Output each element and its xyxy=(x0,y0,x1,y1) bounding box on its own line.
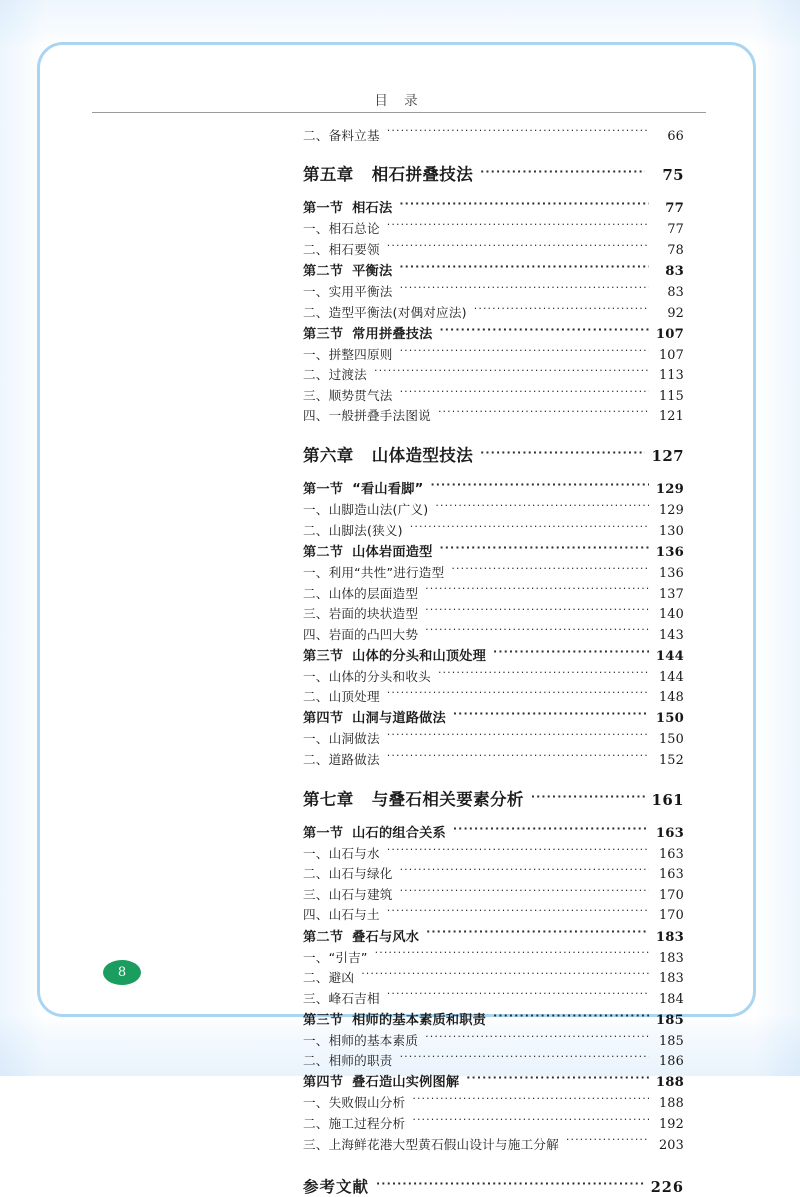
toc-entry-title xyxy=(303,305,467,320)
toc-entry-label: 一般拼叠手法图说 xyxy=(328,408,431,424)
toc-entry-title xyxy=(303,826,446,842)
toc-entry-label: 叠石与风水 xyxy=(352,929,420,945)
toc-entry-title xyxy=(303,711,446,727)
toc-entry-item[interactable] xyxy=(303,886,684,903)
toc-entry-number: 三、 xyxy=(303,886,329,902)
dot-leader xyxy=(566,1136,649,1149)
toc-entry-page-number: 226 xyxy=(650,1179,684,1197)
toc-entry-title xyxy=(303,1137,559,1152)
toc-entry-item[interactable] xyxy=(303,605,684,622)
dot-leader xyxy=(412,1115,649,1128)
toc-entry-label: 山洞与道路做法 xyxy=(352,711,446,727)
toc-entry-page-number: 113 xyxy=(658,368,684,384)
toc-entry-item[interactable] xyxy=(303,127,684,144)
toc-entry-page-number: 186 xyxy=(658,1054,684,1070)
toc-entry-item[interactable] xyxy=(303,284,684,301)
toc-entry-label: 失败假山分析 xyxy=(328,1095,406,1111)
toc-entry-section[interactable] xyxy=(303,480,684,498)
toc-entry-number: 第四节 xyxy=(303,1075,344,1091)
toc-entry-label: 叠石造山实例图解 xyxy=(352,1075,460,1091)
toc-entry-number: 一、 xyxy=(303,845,329,861)
toc-entry-number: 第二节 xyxy=(303,264,344,280)
toc-entry-label: 常用拼叠技法 xyxy=(352,326,433,342)
toc-entry-item[interactable] xyxy=(303,387,684,404)
toc-entry-page-number: 183 xyxy=(658,971,684,987)
toc-entry-label: 山体的分头和山顶处理 xyxy=(352,648,487,664)
toc-entry-label: 施工过程分析 xyxy=(328,1115,406,1131)
toc-entry-label: 过渡法 xyxy=(328,367,367,383)
toc-entry-section[interactable] xyxy=(303,709,684,727)
toc-entry-label: 山脚造山法(广义) xyxy=(328,502,429,518)
toc-entry-title xyxy=(303,752,380,767)
toc-entry-label: 备料立基 xyxy=(328,127,380,143)
toc-entry-title xyxy=(303,388,393,403)
toc-entry-item[interactable] xyxy=(303,949,684,966)
toc-entry-number: 第七章 xyxy=(303,789,354,809)
toc-entry-title xyxy=(303,907,380,922)
toc-entry-page-number: 183 xyxy=(658,950,684,966)
toc-entry-page-number: 136 xyxy=(658,565,684,581)
dot-leader xyxy=(410,522,649,535)
toc-entry-title xyxy=(303,408,431,423)
toc-entry-page-number: 152 xyxy=(658,752,684,768)
toc-entry-number: 二、 xyxy=(303,970,329,986)
toc-entry-label: 山石与绿化 xyxy=(328,866,393,882)
dot-leader xyxy=(425,1032,649,1045)
toc-entry-label: 岩面的凸凹大势 xyxy=(328,626,419,642)
toc-entry-title xyxy=(303,523,403,538)
toc-entry-number: 第六章 xyxy=(303,446,354,466)
toc-entry-number: 一、 xyxy=(303,284,329,300)
toc-entry-number: 二、 xyxy=(303,127,329,143)
toc-entry-title xyxy=(303,950,368,965)
toc-entry-page-number: 66 xyxy=(667,128,684,144)
dot-leader xyxy=(435,502,649,515)
toc-entry-title xyxy=(303,930,419,946)
toc-entry-label: 平衡法 xyxy=(352,264,393,280)
dot-leader xyxy=(453,824,649,837)
toc-entry-label: 道路做法 xyxy=(328,751,380,767)
toc-entry-page-number: 78 xyxy=(667,242,684,258)
toc-entry-number: 第一节 xyxy=(303,201,344,217)
dot-leader xyxy=(425,585,649,598)
toc-entry-label: 相石拼叠技法 xyxy=(371,165,474,185)
toc-entry-label: 山体岩面造型 xyxy=(352,544,433,560)
toc-entry-chapter[interactable] xyxy=(303,445,684,466)
toc-entry-page-number: 203 xyxy=(658,1137,684,1153)
toc-entry-label: 与叠石相关要素分析 xyxy=(371,789,524,809)
toc-entry-number: 二、 xyxy=(303,866,329,882)
toc-entry-page-number: 92 xyxy=(667,305,684,321)
toc-entry-item[interactable] xyxy=(303,907,684,924)
toc-entry-item[interactable] xyxy=(303,689,684,706)
toc-entry-title xyxy=(303,846,380,861)
toc-entry-label: “引吉” xyxy=(328,949,368,965)
toc-entry-page-number: 183 xyxy=(655,929,684,945)
toc-entry-title xyxy=(303,165,473,185)
toc-entry-page-number: 130 xyxy=(658,523,684,539)
toc-entry-page-number: 127 xyxy=(651,447,684,466)
toc-entry-title xyxy=(303,606,418,621)
toc-entry-label: 山顶处理 xyxy=(328,689,380,705)
toc-entry-page-number: 150 xyxy=(655,711,684,727)
toc-entry-title xyxy=(303,627,418,642)
toc-entry-label: 山体造型技法 xyxy=(371,446,474,466)
toc-entry-number: 四、 xyxy=(303,626,329,642)
toc-entry-page-number: 144 xyxy=(655,648,684,664)
toc-entry-page-number: 129 xyxy=(655,482,684,498)
dot-leader xyxy=(426,927,649,940)
toc-entry-title xyxy=(303,128,380,143)
toc-entry-label: 岩面的块状造型 xyxy=(328,606,419,622)
toc-entry-title xyxy=(303,446,473,466)
toc-entry-label: 山体的层面造型 xyxy=(328,585,419,601)
toc-entry-page-number: 185 xyxy=(655,1012,684,1028)
toc-entry-section[interactable] xyxy=(303,824,684,842)
toc-entry-section[interactable] xyxy=(303,543,684,561)
toc-entry-title xyxy=(303,1116,405,1131)
dot-leader xyxy=(374,367,649,380)
dot-leader xyxy=(493,1011,649,1024)
toc-entry-number: 第三节 xyxy=(303,326,344,342)
toc-entry-page-number: 161 xyxy=(651,790,684,809)
dot-leader xyxy=(400,346,649,359)
toc-entry-title xyxy=(303,731,380,746)
toc-entry-title xyxy=(303,264,392,280)
toc-entry-label: 相师的职责 xyxy=(328,1053,393,1069)
toc-entry-number: 二、 xyxy=(303,1053,329,1069)
toc-entry-number: 三、 xyxy=(303,387,329,403)
toc-entry-title xyxy=(303,545,433,561)
toc-entry-number: 一、 xyxy=(303,564,329,580)
toc-entry-item[interactable] xyxy=(303,564,684,581)
toc-entry-number: 第三节 xyxy=(303,1012,344,1028)
toc-entry-item[interactable] xyxy=(303,502,684,519)
toc-entry-title xyxy=(303,502,428,517)
dot-leader xyxy=(480,164,645,181)
toc-entry-number: 一、 xyxy=(303,346,329,362)
toc-entry-title xyxy=(303,1013,486,1029)
toc-entry-label: 相师的基本素质 xyxy=(328,1032,419,1048)
dot-leader xyxy=(400,1053,649,1066)
toc-entry-number: 一、 xyxy=(303,949,329,965)
toc-entry-section[interactable] xyxy=(303,927,684,945)
dot-leader xyxy=(430,480,649,493)
toc-entry-item[interactable] xyxy=(303,1053,684,1070)
toc-entry-label: 山洞做法 xyxy=(328,731,380,747)
toc-entry-number: 二、 xyxy=(303,304,329,320)
toc-entry-item[interactable] xyxy=(303,346,684,363)
toc-entry-label: 山石的组合关系 xyxy=(352,825,446,841)
dot-leader xyxy=(387,990,649,1003)
toc-entry-number: 一、 xyxy=(303,668,329,684)
page-number-badge: 8 xyxy=(103,960,141,985)
toc-entry-item[interactable] xyxy=(303,845,684,862)
toc-entry-item[interactable] xyxy=(303,969,684,986)
toc-entry-title xyxy=(303,689,380,704)
toc-entry-number: 第一节 xyxy=(303,482,344,498)
toc-entry-label: 峰石吉相 xyxy=(328,990,380,1006)
toc-entry-label: 相师的基本素质和职责 xyxy=(352,1012,487,1028)
toc-entry-page-number: 184 xyxy=(658,991,684,1007)
toc-entry-section[interactable] xyxy=(303,647,684,665)
toc-entry-page-number: 185 xyxy=(658,1033,684,1049)
toc-entry-label: 相石法 xyxy=(352,201,393,217)
dot-leader xyxy=(400,866,649,879)
dot-leader xyxy=(474,304,649,317)
toc-entry-label: 相石要领 xyxy=(328,241,380,257)
toc-entry-title xyxy=(303,565,444,580)
dot-leader xyxy=(440,543,650,556)
toc-entry-page-number: 75 xyxy=(662,166,684,185)
dot-leader xyxy=(361,969,649,982)
toc-entry-page-number: 83 xyxy=(667,285,684,301)
toc-entry-page-number: 163 xyxy=(658,867,684,883)
toc-entry-item[interactable] xyxy=(303,408,684,425)
dot-leader xyxy=(400,886,649,899)
toc-entry-number: 三、 xyxy=(303,606,329,622)
toc-entry-item[interactable] xyxy=(303,304,684,321)
dot-leader xyxy=(440,325,650,338)
toc-entry-page-number: 150 xyxy=(658,732,684,748)
dot-leader xyxy=(387,127,649,140)
toc-entry-title xyxy=(303,284,393,299)
dot-leader xyxy=(400,387,649,400)
toc-entry-item[interactable] xyxy=(303,668,684,685)
toc-entry-page-number: 77 xyxy=(667,222,684,238)
toc-entry-label: 顺势贯气法 xyxy=(328,387,393,403)
header-divider-rule xyxy=(92,112,706,113)
toc-entry-title xyxy=(303,347,393,362)
toc-entry-section[interactable] xyxy=(303,199,684,217)
toc-entry-number: 四、 xyxy=(303,907,329,923)
toc-entry-title xyxy=(303,1178,369,1197)
toc-entry-label: 利用“共性”进行造型 xyxy=(328,564,445,580)
dot-leader xyxy=(438,408,649,421)
running-head-title: 目 录 xyxy=(374,93,424,109)
toc-entry-item[interactable] xyxy=(303,866,684,883)
toc-entry-number: 一、 xyxy=(303,221,329,237)
toc-entry-page-number: 129 xyxy=(658,503,684,519)
toc-entry-number: 三、 xyxy=(303,990,329,1006)
toc-entry-title xyxy=(303,367,367,382)
toc-entry-label: 山体的分头和收头 xyxy=(328,668,431,684)
toc-entry-label: 拼整四原则 xyxy=(328,346,393,362)
toc-entry-page-number: 77 xyxy=(665,201,684,217)
toc-entry-title xyxy=(303,991,380,1006)
toc-entry-label: 参考文献 xyxy=(303,1178,370,1197)
dot-leader xyxy=(425,605,649,618)
toc-entry-number: 第三节 xyxy=(303,648,344,664)
dot-leader xyxy=(453,709,649,722)
toc-entry-item[interactable] xyxy=(303,1115,684,1132)
toc-entry-title xyxy=(303,866,393,881)
toc-entry-label: 山石与水 xyxy=(328,845,380,861)
toc-entry-item[interactable] xyxy=(303,990,684,1007)
dot-leader xyxy=(400,284,649,297)
toc-entry-page-number: 163 xyxy=(655,825,684,841)
toc-entry-page-number: 144 xyxy=(658,669,684,685)
toc-entry-page-number: 188 xyxy=(655,1075,684,1091)
toc-entry-item[interactable] xyxy=(303,1095,684,1112)
toc-entry-title xyxy=(303,970,354,985)
toc-entry-item[interactable] xyxy=(303,367,684,384)
toc-entry-number: 二、 xyxy=(303,367,329,383)
table-of-contents-list xyxy=(303,127,684,1197)
toc-entry-back[interactable] xyxy=(303,1177,684,1197)
toc-entry-item[interactable] xyxy=(303,1032,684,1049)
toc-entry-label: “看山看脚” xyxy=(352,482,424,498)
dot-leader xyxy=(480,445,645,462)
dot-leader xyxy=(387,845,649,858)
toc-entry-number: 三、 xyxy=(303,1136,329,1152)
toc-entry-page-number: 115 xyxy=(658,388,684,404)
toc-entry-number: 二、 xyxy=(303,689,329,705)
toc-entry-item[interactable] xyxy=(303,731,684,748)
toc-entry-item[interactable] xyxy=(303,1136,684,1153)
toc-entry-item[interactable] xyxy=(303,751,684,768)
toc-entry-section[interactable] xyxy=(303,262,684,280)
dot-leader xyxy=(387,241,649,254)
dot-leader xyxy=(376,1177,645,1193)
toc-entry-title xyxy=(303,887,393,902)
toc-entry-label: 山石与土 xyxy=(328,907,380,923)
toc-entry-section[interactable] xyxy=(303,325,684,343)
dot-leader xyxy=(425,626,649,639)
toc-entry-number: 一、 xyxy=(303,502,329,518)
dot-leader xyxy=(387,731,649,744)
dot-leader xyxy=(531,788,645,805)
toc-entry-number: 第二节 xyxy=(303,929,344,945)
toc-entry-title xyxy=(303,1053,393,1068)
toc-entry-label: 山石与建筑 xyxy=(328,886,393,902)
toc-entry-title xyxy=(303,221,380,236)
toc-entry-page-number: 137 xyxy=(658,586,684,602)
toc-entry-number: 第四节 xyxy=(303,711,344,727)
toc-entry-page-number: 188 xyxy=(658,1096,684,1112)
toc-entry-number: 二、 xyxy=(303,241,329,257)
toc-entry-item[interactable] xyxy=(303,522,684,539)
toc-entry-item[interactable] xyxy=(303,221,684,238)
toc-entry-page-number: 107 xyxy=(655,326,684,342)
toc-entry-title xyxy=(303,669,431,684)
toc-entry-page-number: 140 xyxy=(658,607,684,623)
toc-entry-chapter[interactable] xyxy=(303,788,684,809)
toc-entry-number: 一、 xyxy=(303,731,329,747)
toc-entry-title xyxy=(303,1033,418,1048)
toc-entry-number: 二、 xyxy=(303,522,329,538)
dot-leader xyxy=(375,949,649,962)
toc-entry-item[interactable] xyxy=(303,626,684,643)
dot-leader xyxy=(399,262,649,275)
dot-leader xyxy=(387,689,649,702)
toc-entry-label: 上海鲜花港大型黄石假山设计与施工分解 xyxy=(328,1136,559,1152)
toc-entry-title xyxy=(303,242,380,257)
toc-entry-page-number: 143 xyxy=(658,627,684,643)
dot-leader xyxy=(438,668,649,681)
dot-leader xyxy=(466,1073,649,1086)
toc-entry-number: 第五章 xyxy=(303,165,354,185)
toc-entry-title xyxy=(303,790,524,810)
toc-entry-title xyxy=(303,649,486,665)
toc-entry-page-number: 121 xyxy=(658,409,684,425)
toc-entry-number: 四、 xyxy=(303,408,329,424)
dot-leader xyxy=(412,1095,649,1108)
toc-entry-number: 一、 xyxy=(303,1095,329,1111)
toc-entry-title xyxy=(303,201,392,217)
toc-entry-title xyxy=(303,1075,459,1091)
dot-leader xyxy=(387,221,649,234)
toc-entry-page-number: 148 xyxy=(658,690,684,706)
toc-entry-item[interactable] xyxy=(303,241,684,258)
toc-entry-label: 实用平衡法 xyxy=(328,284,393,300)
toc-entry-page-number: 170 xyxy=(658,908,684,924)
toc-entry-page-number: 170 xyxy=(658,887,684,903)
toc-entry-number: 第二节 xyxy=(303,544,344,560)
toc-entry-page-number: 192 xyxy=(658,1116,684,1132)
toc-entry-title xyxy=(303,586,418,601)
toc-entry-label: 相石总论 xyxy=(328,221,380,237)
toc-entry-number: 二、 xyxy=(303,751,329,767)
toc-entry-page-number: 83 xyxy=(665,264,684,280)
toc-entry-label: 避凶 xyxy=(328,970,355,986)
toc-entry-item[interactable] xyxy=(303,585,684,602)
toc-entry-number: 第一节 xyxy=(303,825,344,841)
toc-entry-title xyxy=(303,1095,405,1110)
toc-entry-label: 造型平衡法(对偶对应法) xyxy=(328,304,467,320)
dot-leader xyxy=(387,907,649,920)
toc-entry-label: 山脚法(狭义) xyxy=(328,522,403,538)
dot-leader xyxy=(493,647,649,660)
toc-entry-section[interactable] xyxy=(303,1011,684,1029)
toc-entry-page-number: 163 xyxy=(658,846,684,862)
toc-entry-page-number: 107 xyxy=(658,347,684,363)
toc-entry-chapter[interactable] xyxy=(303,164,684,185)
toc-entry-number: 二、 xyxy=(303,585,329,601)
toc-entry-page-number: 136 xyxy=(655,544,684,560)
dot-leader xyxy=(387,751,649,764)
dot-leader xyxy=(451,564,649,577)
toc-entry-number: 二、 xyxy=(303,1115,329,1131)
dot-leader xyxy=(399,199,649,212)
toc-entry-title xyxy=(303,482,423,498)
toc-entry-number: 一、 xyxy=(303,1032,329,1048)
toc-entry-title xyxy=(303,327,433,343)
